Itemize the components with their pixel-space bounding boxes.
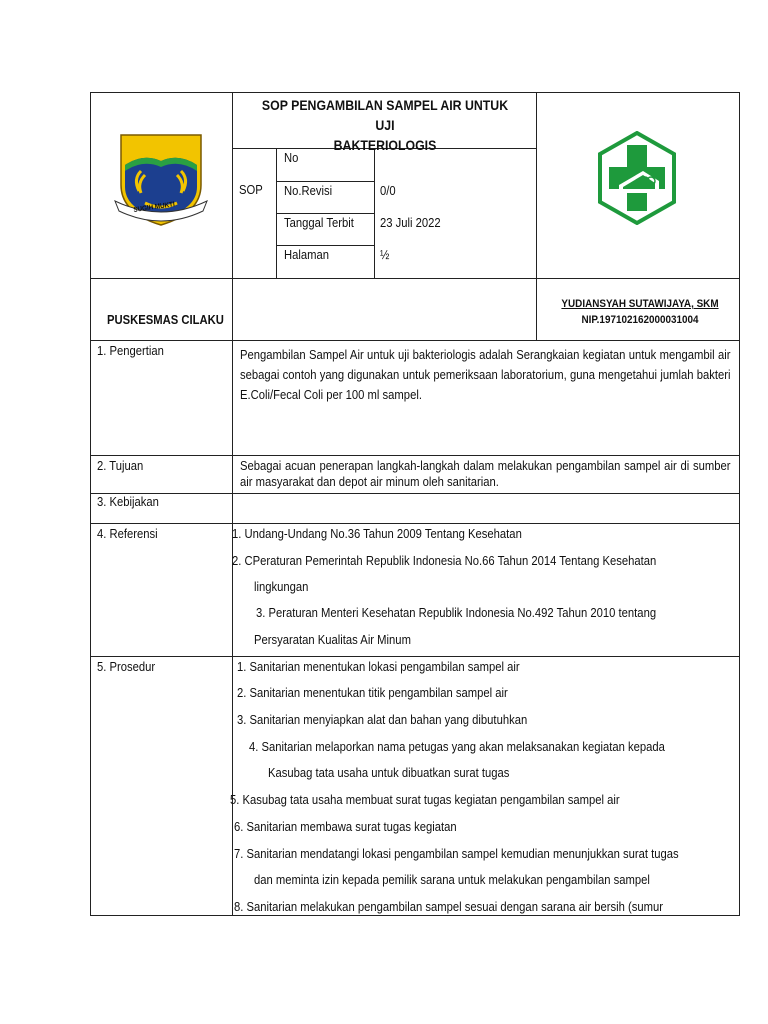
section-label-referensi: 4. Referensi	[97, 527, 158, 541]
grid-line	[232, 93, 233, 340]
prosedur-step: 4. Sanitarian melaporkan nama petugas yang akan melaksanakan kegiatan kepada	[249, 740, 665, 754]
prosedur-step: 2. Sanitarian menentukan titik pengambilan sampel air	[237, 686, 508, 700]
institution-name: PUSKESMAS CILAKU	[107, 313, 224, 327]
document-title	[251, 95, 519, 155]
grid-line	[276, 213, 375, 214]
prosedur-step: 8. Sanitarian melakukan pengambilan sampel sesuai dengan sarana air bersih (sumur	[234, 900, 664, 914]
signer-name: YUDIANSYAH SUTAWIJAYA, SKM	[561, 298, 719, 310]
title-line-2: BAKTERIOLOGIS	[333, 137, 437, 153]
logo-motto: SUGIH MUKTI	[133, 201, 176, 214]
section-text-tujuan: Sebagai acuan penerapan langkah-langkah dalam melakukan pengambilan sampel air di sumber air masyarakat dan depot air minum oleh sanitarian.	[240, 459, 731, 489]
meta-value-revisi: 0/0	[380, 184, 396, 198]
grid-line	[91, 493, 739, 494]
grid-line	[276, 181, 375, 182]
section-label-kebijakan: 3. Kebijakan	[97, 495, 159, 509]
section-text-pengertian: Pengambilan Sampel Air untuk uji bakteriologis adalah Serangkaian kegiatan untuk mengambil air sebagai contoh yang digunakan untuk pemeriksaan laboratorium, guna mengetahui jumlah bakteri E.Coli/Fecal Coli per 100 ml sampel.	[240, 348, 731, 402]
meta-label-revisi: No.Revisi	[284, 184, 333, 198]
referensi-line: Persyaratan Kualitas Air Minum	[254, 633, 411, 647]
meta-value-halaman: ½	[380, 248, 390, 262]
prosedur-step: 7. Sanitarian mendatangi lokasi pengambilan sampel kemudian menunjukkan surat tugas	[234, 847, 679, 861]
grid-line	[232, 340, 233, 915]
puskesmas-logo	[597, 131, 677, 225]
regency-emblem-logo	[111, 131, 211, 231]
sop-label: SOP	[239, 183, 263, 197]
prosedur-step: 6. Sanitarian membawa surat tugas kegiatan	[234, 820, 457, 834]
grid-line	[232, 278, 537, 279]
prosedur-step: 3. Sanitarian menyiapkan alat dan bahan yang dibutuhkan	[237, 713, 528, 727]
title-line-1: SOP PENGAMBILAN SAMPEL AIR UNTUK UJI	[261, 97, 509, 133]
sop-document	[90, 92, 740, 916]
grid-line	[91, 523, 739, 524]
meta-value-tanggal: 23 Juli 2022	[380, 216, 441, 230]
referensi-line: 1. Undang-Undang No.36 Tahun 2009 Tentang Kesehatan	[232, 527, 522, 541]
grid-line	[276, 245, 375, 246]
section-label-pengertian: 1. Pengertian	[97, 344, 164, 358]
referensi-line: lingkungan	[254, 580, 309, 594]
grid-line	[536, 93, 537, 340]
grid-line	[91, 278, 232, 279]
meta-label-halaman: Halaman	[284, 248, 330, 262]
grid-line	[91, 340, 739, 341]
grid-line	[91, 656, 739, 657]
referensi-line: 2. CPeraturan Pemerintah Republik Indonesia No.66 Tahun 2014 Tentang Kesehatan	[232, 554, 657, 568]
section-label-prosedur: 5. Prosedur	[97, 660, 156, 674]
prosedur-step: 5. Kasubag tata usaha membuat surat tugas kegiatan pengambilan sampel air	[230, 793, 620, 807]
grid-line	[536, 278, 739, 279]
prosedur-step: Kasubag tata usaha untuk dibuatkan surat tugas	[268, 766, 510, 780]
prosedur-step: dan meminta izin kepada pemilik sarana untuk melakukan pengambilan sampel	[254, 873, 650, 887]
signer-nip: NIP.197102162000031004	[581, 314, 699, 326]
prosedur-step: 1. Sanitarian menentukan lokasi pengambilan sampel air	[237, 660, 520, 674]
meta-label-no: No	[284, 151, 299, 165]
referensi-line: 3. Peraturan Menteri Kesehatan Republik Indonesia No.492 Tahun 2010 tentang	[256, 606, 657, 620]
grid-line	[91, 455, 739, 456]
meta-label-tanggal: Tanggal Terbit	[284, 216, 354, 230]
section-label-tujuan: 2. Tujuan	[97, 459, 144, 473]
